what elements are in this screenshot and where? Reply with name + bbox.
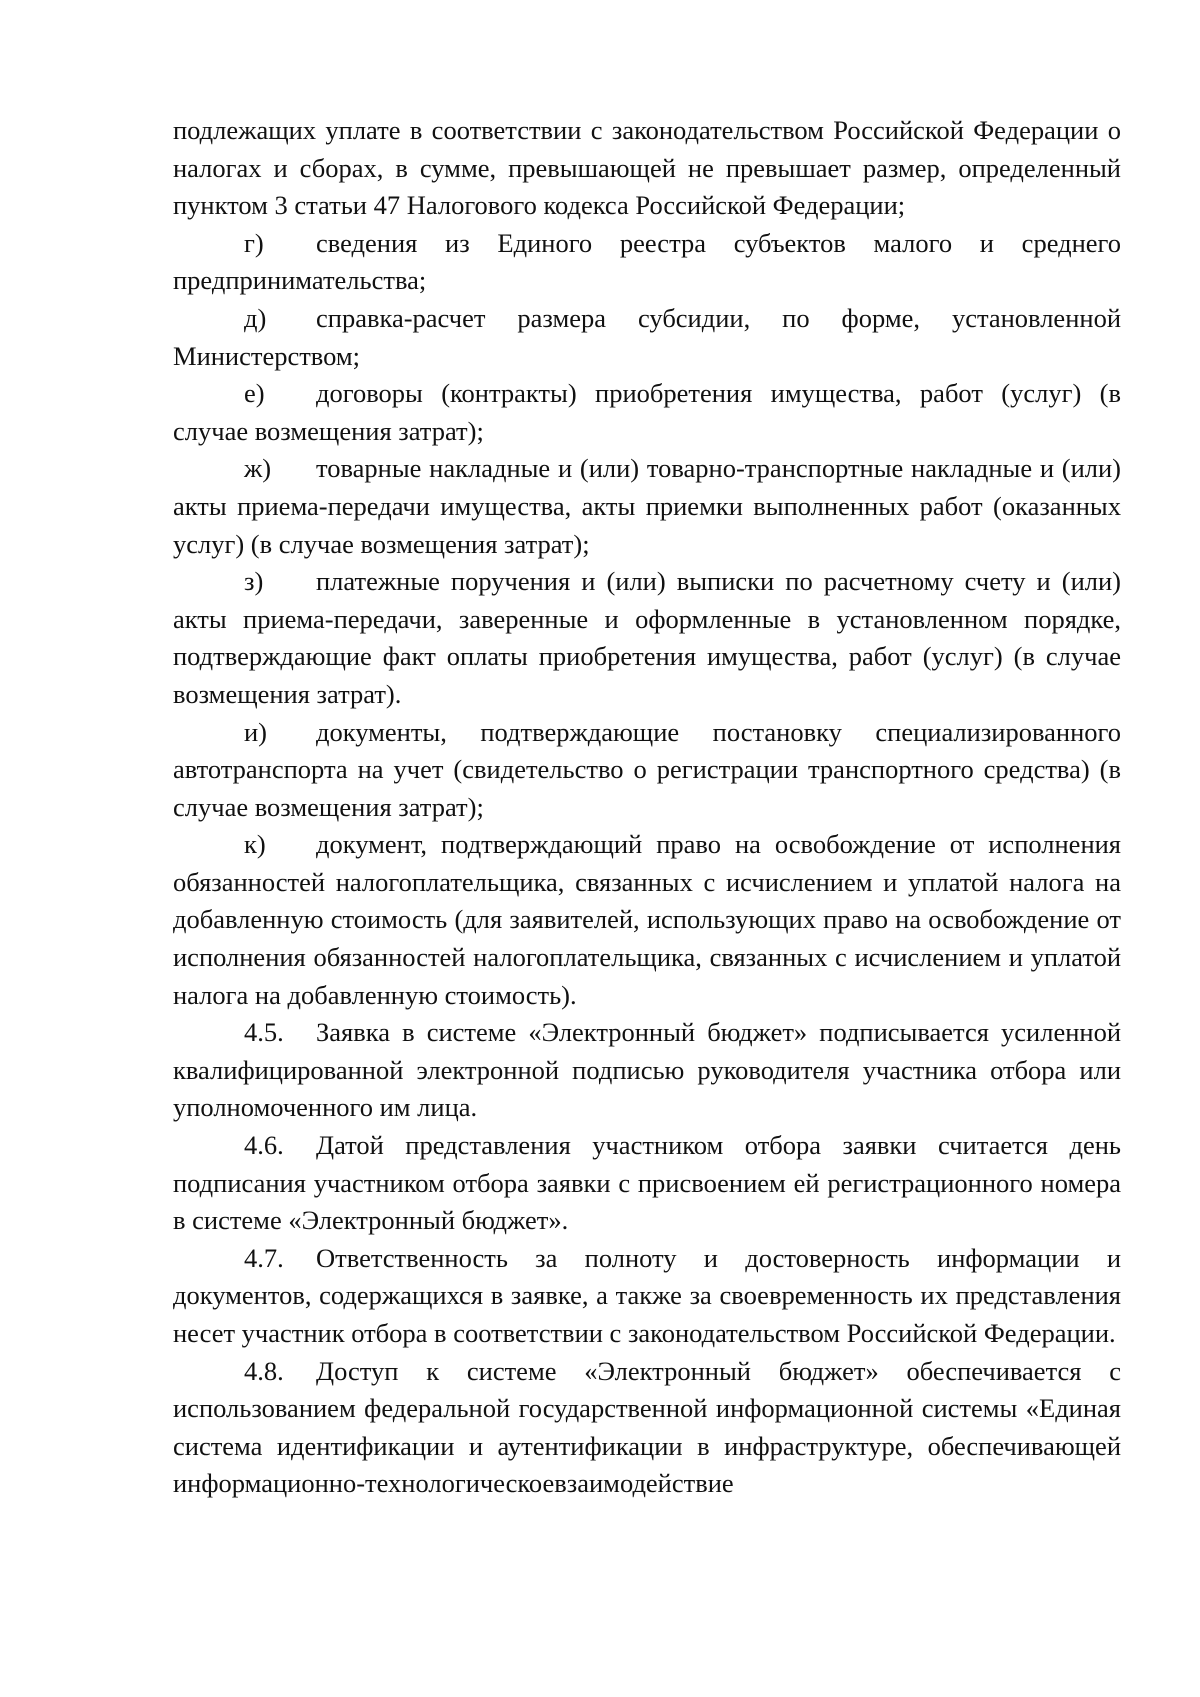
- paragraph-text: подлежащих уплате в соответствии с законодательством Российской Федерации о налогах и сборах, в сумме, превышающей не превышает размер, определенный пунктом 3 статьи 47 Налогового кодекса Российской Федерации;: [173, 115, 1121, 221]
- list-marker: ж): [244, 453, 272, 484]
- paragraph-text: Датой представления участником отбора заявки считается день подписания участником отбора заявки с присвоением ей регистрационного номера в системе «Электронный бюджет».: [173, 1130, 1121, 1236]
- clause-4-8: [173, 1353, 1121, 1503]
- list-item-z: [173, 563, 1121, 713]
- paragraph-text: платежные поручения и (или) выписки по расчетному счету и (или) акты приема-передачи, заверенные и оформленные в установленном порядке, подтверждающие факт оплаты приобретения имущества, работ (услуг) (в случае возмещения затрат).: [173, 566, 1121, 709]
- list-marker: и): [244, 716, 268, 747]
- clause-4-5: [173, 1014, 1121, 1127]
- paragraph-text: Ответственность за полноту и достоверность информации и документов, содержащихся в заявке, а также за своевременность их представления несет участник отбора в соответствии с законодательством Российской Федерации.: [173, 1242, 1121, 1348]
- clause-4-7: [173, 1240, 1121, 1353]
- list-marker: д): [244, 302, 267, 333]
- list-marker: к): [244, 829, 266, 860]
- document-page: [173, 112, 1121, 1503]
- clause-4-6: [173, 1127, 1121, 1240]
- clause-number: 4.7.: [244, 1242, 284, 1273]
- paragraph-continuation: [173, 112, 1121, 225]
- list-marker: г): [244, 227, 264, 258]
- list-item-e: [173, 375, 1121, 450]
- paragraph-text: сведения из Единого реестра субъектов малого и среднего предпринимательства;: [173, 227, 1121, 296]
- paragraph-text: Заявка в системе «Электронный бюджет» подписывается усиленной квалифицированной электронной подписью руководителя участника отбора или уполномоченного им лица.: [173, 1017, 1121, 1123]
- list-item-i: [173, 714, 1121, 827]
- paragraph-text: справка-расчет размера субсидии, по форме, установленной Министерством;: [173, 302, 1121, 371]
- paragraph-text: договоры (контракты) приобретения имущества, работ (услуг) (в случае возмещения затрат);: [173, 378, 1121, 446]
- clause-number: 4.5.: [244, 1017, 284, 1048]
- list-marker: е): [244, 378, 265, 409]
- clause-number: 4.8.: [244, 1355, 284, 1386]
- paragraph-text: товарные накладные и (или) товарно-транспортные накладные и (или) акты приема-передачи имущества, акты приемки выполненных работ (оказанных услуг) (в случае возмещения затрат);: [173, 453, 1121, 559]
- paragraph-text: документ, подтверждающий право на освобождение от исполнения обязанностей налогоплательщика, связанных с исчислением и уплатой налога на добавленную стоимость (для заявителей, использующих право на освобождение от исполнения обязанностей налогоплательщика, связанных с исчислением и уплатой налога на добавленную стоимость).: [173, 829, 1121, 1010]
- paragraph-text: документы, подтверждающие постановку специализированного автотранспорта на учет (свидетельство о регистрации транспортного средства) (в случае возмещения затрат);: [173, 716, 1121, 822]
- list-item-k: [173, 826, 1121, 1014]
- clause-number: 4.6.: [244, 1130, 284, 1161]
- list-item-g: [173, 225, 1121, 300]
- list-item-d: [173, 300, 1121, 375]
- paragraph-text: Доступ к системе «Электронный бюджет» обеспечивается с использованием федеральной государственной информационной системы «Единая система идентификации и аутентификации в инфраструктуре, обеспечивающей информационно-технологическоевзаимодействие: [173, 1355, 1121, 1499]
- list-item-zh: [173, 450, 1121, 563]
- list-marker: з): [244, 566, 264, 597]
